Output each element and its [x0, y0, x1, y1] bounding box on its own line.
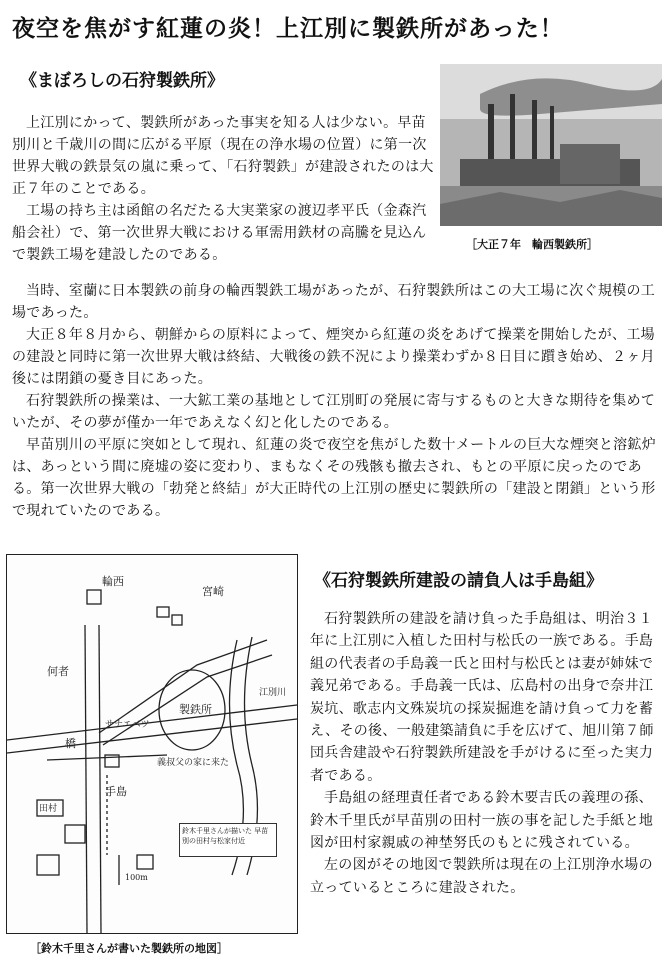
article-text-full — [12, 280, 660, 522]
map-caption: ［鈴木千里さんが書いた製鉄所の地図］ — [30, 942, 228, 955]
page-title: 夜空を焦がす紅蓮の炎！上江別に製鉄所があった！ — [12, 16, 564, 42]
paragraph: 当時、室蘭に日本製鉄の前身の輪西製鉄工場があったが、石狩製鉄所はこの大工場に次ぐ規模の工場であった。 — [12, 283, 656, 321]
map-label-tamura-house: 田村 — [39, 804, 58, 814]
paragraph: 上江別にかって、製鉄所があった事実を知る人は少ない。早苗別川と千歳川の間に広がる平原（現在の浄水場の位置）に第一次世界大戦の鉄景気の嵐に乗って、「石狩製鉄」が建設されたのは大正７年のことである。 — [12, 115, 434, 197]
paragraph: 石狩製鉄所の建設を請け負った手島組は、明治３１年に上江別に入植した田村与松氏の一族である。手島組の代表者の手島義一氏と田村与松氏とは妻が姉妹で義兄弟である。手島義一氏は、広島村の出身で奈井江炭坑、歌志内文殊炭坑の採炭掘進を請け負って力を蓄え、その後、一般建築請負に手を広げて、旭川第７師団兵舎建設や石狩製鉄所建設を手がけるに至った実力者である。 — [310, 611, 654, 784]
article-text-contractor — [310, 608, 660, 899]
map-label-note-right: 義叔父の家に来た — [157, 758, 230, 768]
paragraph: 左の図がその地図で製鉄所は現在の上江別浄水場の立っているところに建設された。 — [310, 857, 653, 896]
map-label-nanimono: 何者 — [47, 665, 69, 678]
paragraph: 石狩製鉄所の操業は、一大鉱工業の基地として江別町の発展に寄与するものと大きな期待を集めていたが、その夢が僅か一年であえなく幻と化したのである。 — [12, 393, 656, 431]
section-heading-ishikari-steelworks: 《まぼろしの石狩製鉄所》 — [20, 71, 224, 91]
steelworks-photo — [440, 64, 662, 226]
paragraph: 大正８年８月から、朝鮮からの原料によって、煙突から紅蓮の炎をあげて操業を開始したが、工場の建設と同時に第一次世界大戦は終結、大戦後の鉄不況により操業わずか８日目に躓き始め、２ヶ月後には閉鎖の憂き目にあった。 — [12, 327, 655, 387]
map-label-steelworks: 製鉄所 — [179, 703, 212, 716]
map-drawing — [7, 555, 297, 933]
map-label-bridge: 橋 — [65, 737, 76, 750]
map-label-wanishi: 輪西 — [102, 575, 124, 588]
photo-caption: ［大正７年 輪西製鉄所］ — [466, 238, 598, 251]
map-label-tajima: 手島 — [105, 785, 127, 798]
paragraph: 手島組の経理責任者である鈴木要吉氏の義理の孫、鈴木千里氏が早苗別の田村一族の事を記した手紙と地図が田村家親戚の神埜努氏のもとに残されている。 — [310, 790, 654, 852]
paragraph: 早苗別川の平原に突如として現れ、紅蓮の炎で夜空を焦がした数十メートルの巨大な煙突と溶鉱炉は、あっという間に廃墟の姿に変わり、まもなくその残骸も撤去され、もとの平原に戻ったのである。第一次世界大戦の「勃発と終結」が大正時代の上江別の歴史に製鉄所の「建設と閉鎖」という形で現れていたのである。 — [12, 437, 657, 519]
section-heading-contractor: 《石狩製鉄所建設の請負人は手島組》 — [314, 571, 603, 591]
article-text-top — [12, 112, 436, 266]
map-label-scale: 100m — [125, 873, 148, 882]
map-label-sanaebetsu: サナエベツ — [105, 720, 150, 730]
paragraph: 工場の持ち主は函館の名だたる大実業家の渡辺孝平氏（金森汽船会社）で、第一次世界大戦における軍需用鉄材の高騰を見込んで製鉄工場を建設したのである。 — [12, 203, 427, 263]
map-note-box: 鈴木千里さんが描いた 早苗別の田村与松家付近 — [179, 823, 277, 857]
factory-illustration — [440, 64, 662, 226]
map-label-ebetsu-river: 江別川 — [259, 688, 287, 698]
hand-drawn-map — [6, 554, 298, 934]
map-label-miyazaki: 宮崎 — [202, 585, 224, 598]
